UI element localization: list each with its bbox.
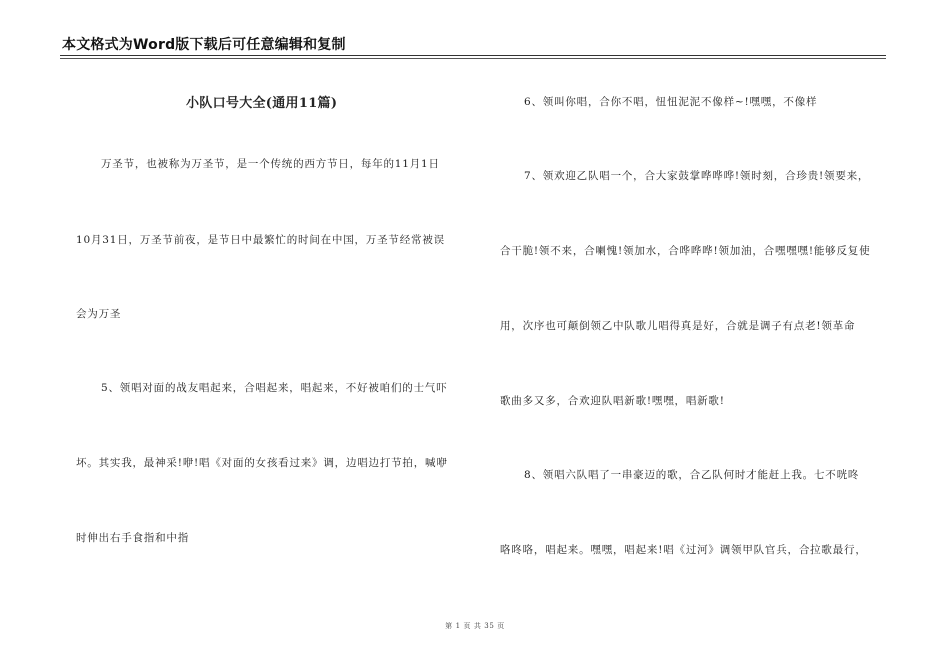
right-paragraph-line: 用，次序也可颠倒领乙中队歌儿唱得真是好，合就是调子有点老!领革命 xyxy=(500,320,856,332)
left-paragraph-line: 10月31日，万圣节前夜，是节日中最繁忙的时间在中国，万圣节经常被误 xyxy=(76,234,445,246)
left-paragraph-line: 会为万圣 xyxy=(76,308,122,320)
header-rule-thin xyxy=(60,58,886,59)
right-paragraph-line: 8、领唱六队唱了一串豪迈的歌，合乙队何时才能赶上我。七不咣咚 xyxy=(524,469,860,481)
header-rule xyxy=(60,55,886,56)
page-number: 第 1 页 共 35 页 xyxy=(445,622,505,630)
right-paragraph-line: 咯咚咯，唱起来。嘿嘿，唱起来!唱《过河》调领甲队官兵，合拉歌最行， xyxy=(500,544,867,556)
right-paragraph-line: 歌曲多又多，合欢迎队唱新歌!嘿嘿，唱新歌! xyxy=(500,395,725,407)
left-paragraph-line: 万圣节，也被称为万圣节，是一个传统的西方节日，每年的11月1日 xyxy=(101,158,440,170)
left-paragraph-line: 时伸出右手食指和中指 xyxy=(76,532,189,544)
left-paragraph-line: 坏。其实我，最神采!咿!唱《对面的女孩看过来》调，边唱边打节拍，喊咿 xyxy=(76,457,448,469)
document-title: 小队口号大全(通用11篇) xyxy=(186,96,338,111)
right-paragraph-line: 合干脆!领不来，合喇愧!领加水，合哗哗哗!领加油，合嘿嘿嘿!能够反复使 xyxy=(500,245,871,257)
right-paragraph-line: 7、领欢迎乙队唱一个，合大家鼓掌哗哗哗!领时刻，合珍贵!领要来， xyxy=(524,170,870,182)
right-paragraph-line: 6、领叫你唱，合你不唱，忸忸泥泥不像样~!嘿嘿，不像样 xyxy=(524,96,818,108)
header-banner-text: 本文格式为Word版下载后可任意编辑和复制 xyxy=(62,37,346,53)
left-paragraph-line: 5、领唱对面的战友唱起来，合唱起来，唱起来，不好被咱们的士气吓 xyxy=(101,382,448,394)
